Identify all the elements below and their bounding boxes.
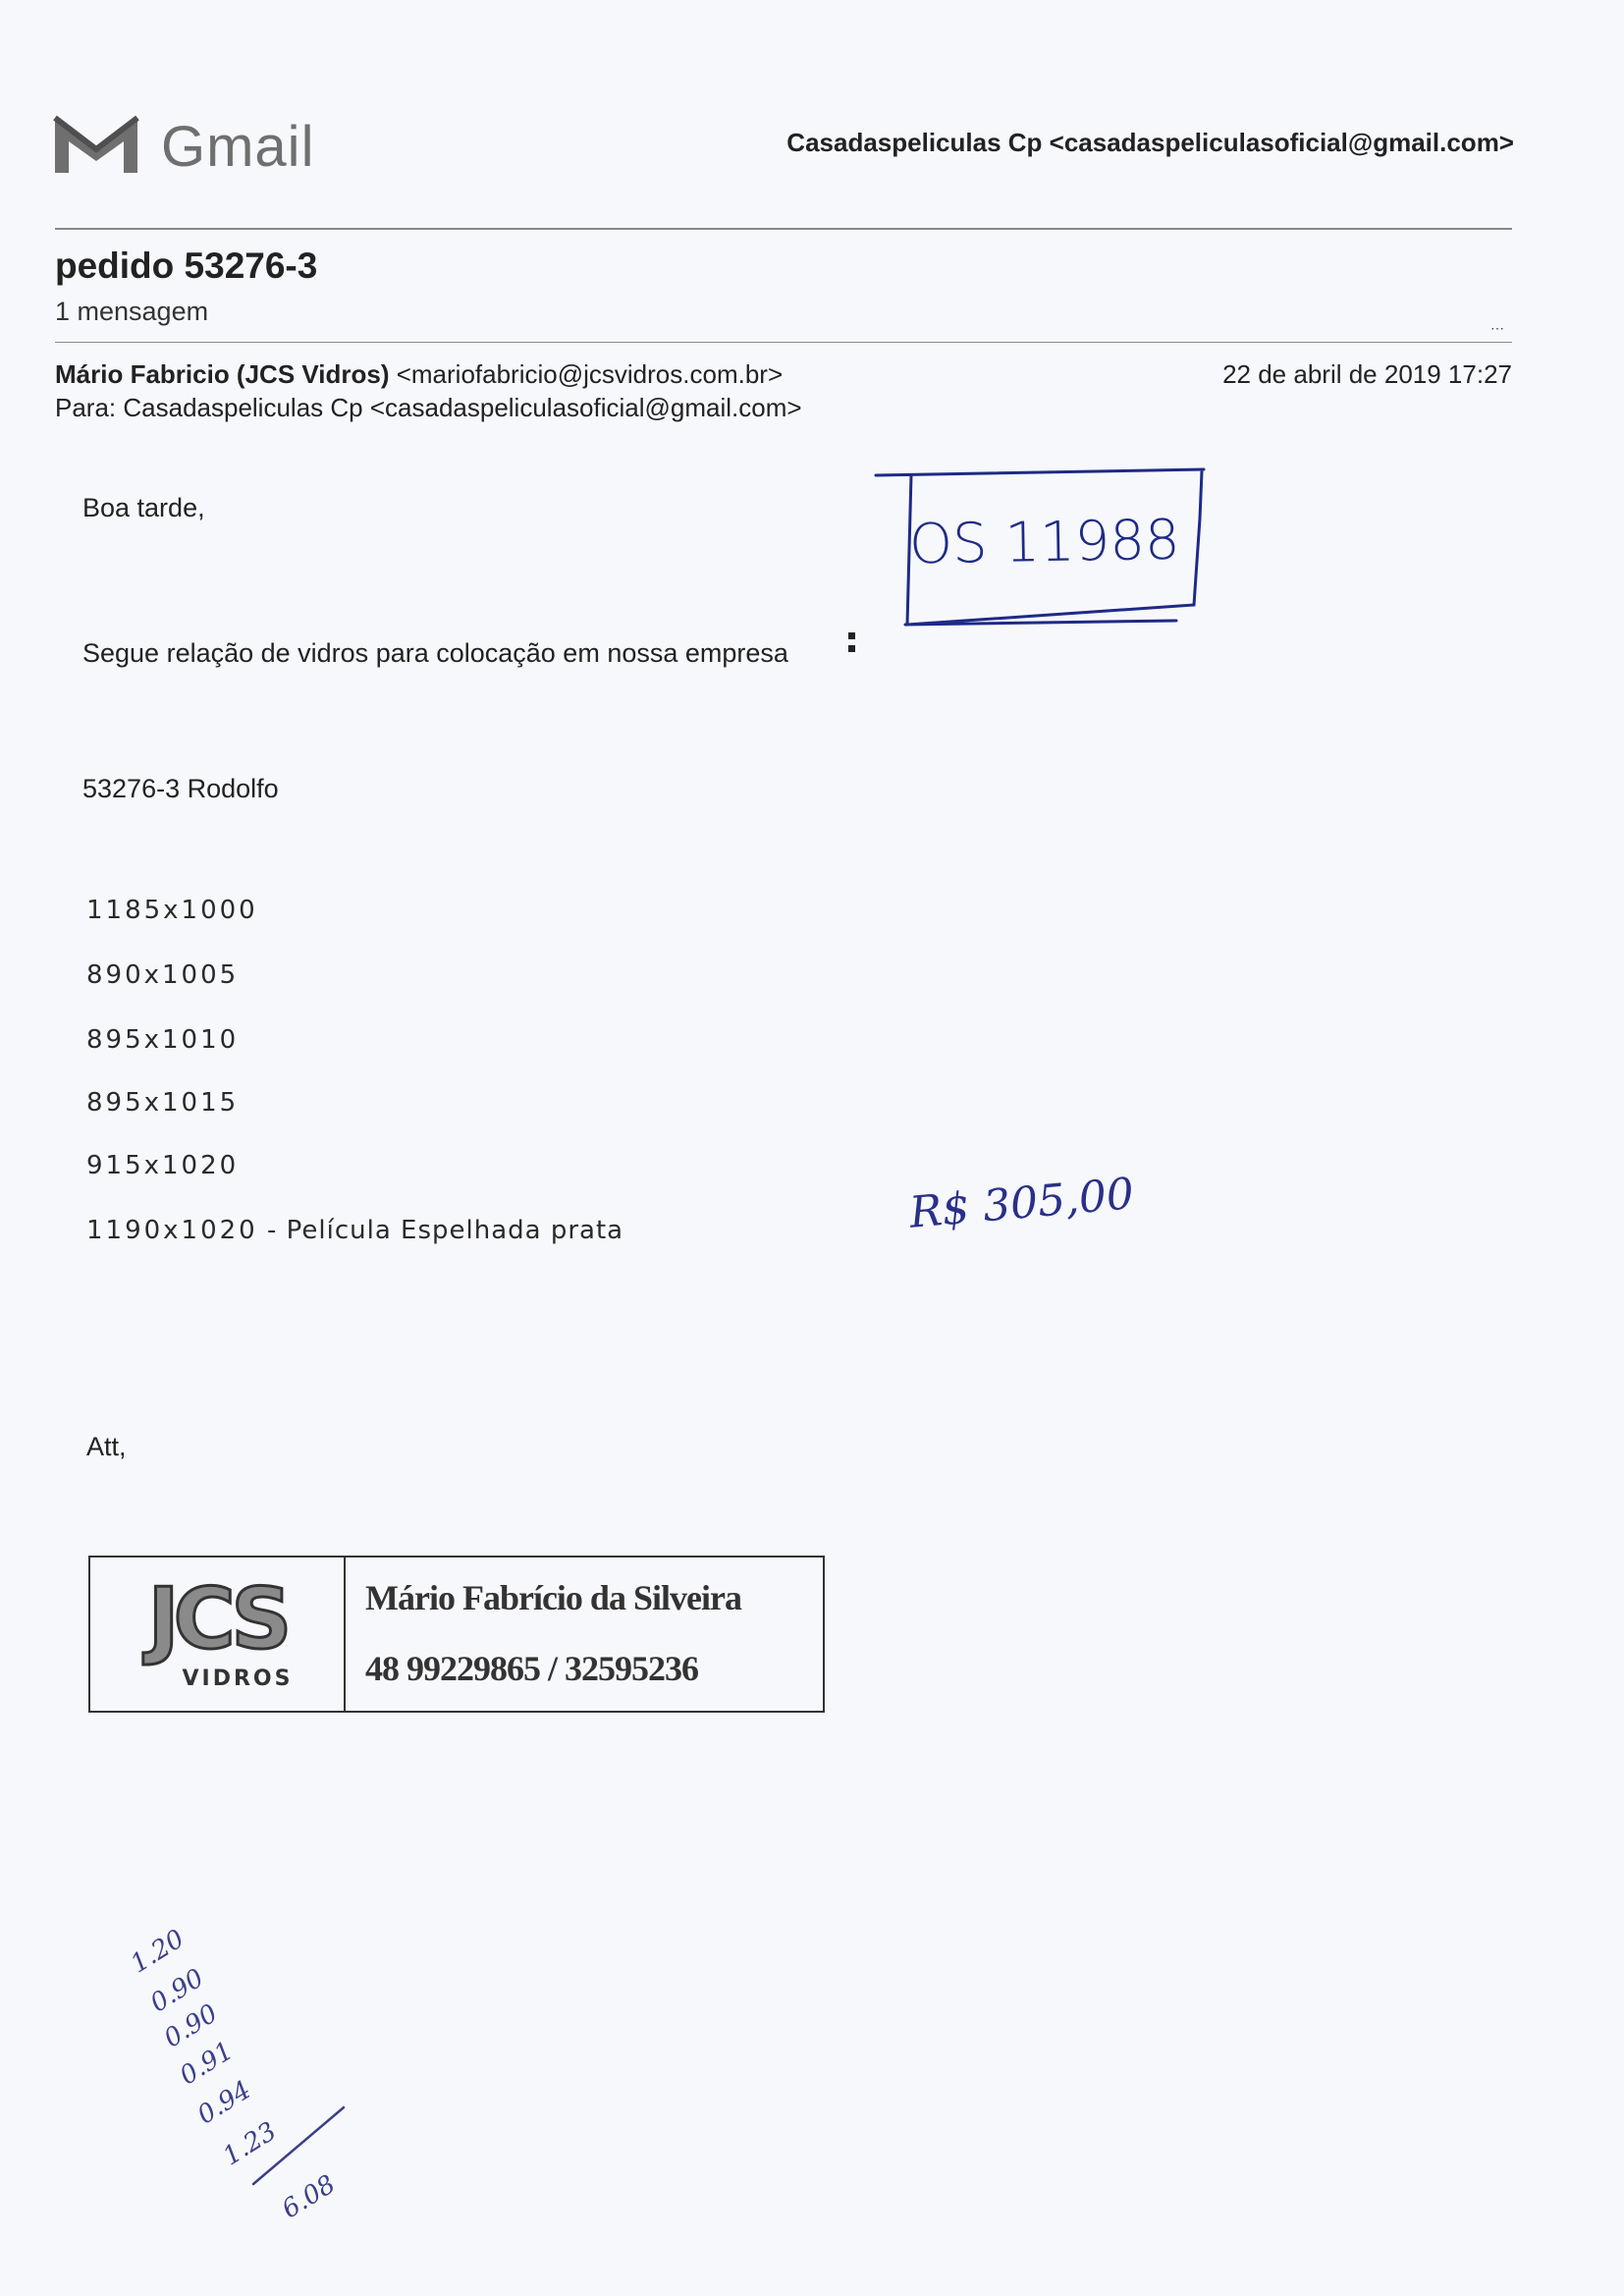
message-count: 1 mensagem: [55, 297, 209, 326]
handwritten-colon: [848, 632, 856, 658]
handwritten-calc-line: 1.20: [126, 1924, 189, 1980]
gmail-logo-text: Gmail: [161, 115, 315, 179]
handwritten-calc-line: 1.23: [218, 2116, 282, 2172]
dimension-value: 1190x1020: [86, 1216, 258, 1245]
logo-main-text: JCS: [147, 1570, 287, 1668]
thread-divider: [55, 342, 1512, 343]
jcs-logo: [90, 1558, 346, 1711]
handwritten-calc-total: 6.08: [277, 2169, 341, 2225]
handwritten-calc-line: 0.90: [159, 1998, 223, 2054]
email-signature: [88, 1556, 825, 1713]
message-date: 22 de abril de 2019 17:27: [1222, 359, 1512, 389]
handwritten-calc-line: 0.94: [192, 2075, 256, 2131]
dimension-line: 895x1010: [86, 1025, 240, 1055]
dimension-line: 915x1020: [86, 1151, 240, 1180]
header-divider: [55, 228, 1512, 230]
dimension-line: 890x1005: [86, 960, 240, 990]
intro-text: Segue relação de vidros para colocação em nossa empresa: [82, 638, 788, 668]
handwritten-price: R$ 305,00: [907, 1169, 1136, 1238]
logo-sub-text: VIDROS: [182, 1667, 294, 1691]
message-from: [55, 359, 783, 390]
film-description: - Película Espelhada prata: [257, 1216, 624, 1245]
dimension-line: 895x1015: [86, 1088, 240, 1118]
closing: Att,: [86, 1432, 127, 1461]
dimension-line-film: [86, 1216, 623, 1245]
gmail-m-icon: [51, 112, 141, 175]
gmail-logo: [51, 110, 346, 179]
sender-email: <mariofabricio@jcsvidros.com.br>: [396, 359, 784, 389]
account-email: Casadaspeliculas Cp <casadaspeliculasoficial@gmail.com>: [786, 128, 1514, 157]
handwritten-os-number: OS 11988: [908, 508, 1181, 577]
signature-phone: 48 99229865 / 32595236: [365, 1649, 699, 1688]
message-to: Para: Casadaspeliculas Cp <casadaspeliculasoficial@gmail.com>: [55, 393, 802, 422]
order-reference: 53276-3 Rodolfo: [82, 774, 279, 803]
sender-name: Mário Fabricio (JCS Vidros): [55, 359, 390, 389]
signature-name: Mário Fabrício da Silveira: [365, 1578, 741, 1617]
handwritten-calc-line: 0.90: [145, 1963, 209, 2019]
handwritten-calc-line: 0.91: [175, 2036, 239, 2092]
dimension-line: 1185x1000: [86, 896, 258, 925]
greeting: Boa tarde,: [82, 493, 205, 522]
thread-subject: pedido 53276-3: [55, 246, 318, 286]
jcs-vidros-logo: [90, 1558, 344, 1711]
more-dots-icon: ⋯: [1490, 320, 1504, 336]
